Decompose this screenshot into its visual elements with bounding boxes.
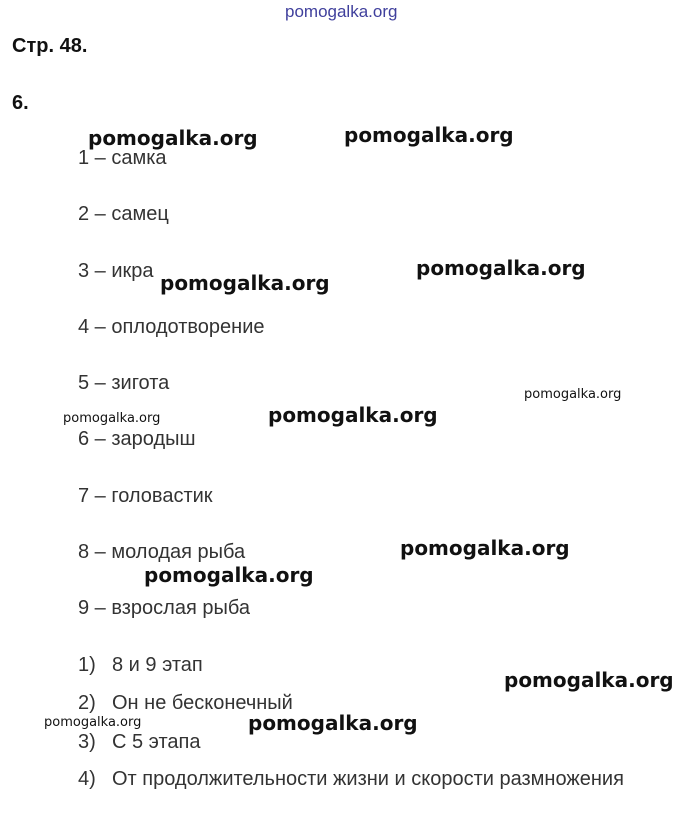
watermark: pomogalka.org — [248, 711, 418, 735]
stage-item-6: 6 – зародыш — [78, 428, 196, 450]
stage-item-3: 3 – икра — [78, 260, 154, 282]
stage-item-4: 4 – оплодотворение — [78, 316, 265, 338]
page-title: Стр. 48. — [12, 35, 88, 57]
watermark: pomogalka.org — [63, 411, 161, 426]
task-number: 6. — [12, 92, 29, 114]
answer-number: 1) — [78, 654, 96, 676]
watermark: pomogalka.org — [160, 271, 330, 295]
answer-item-4 — [78, 768, 624, 791]
watermark: pomogalka.org — [400, 536, 570, 560]
answer-text: Он не бесконечный — [112, 692, 293, 714]
stage-item-5: 5 – зигота — [78, 372, 170, 394]
watermark: pomogalka.org — [416, 256, 586, 280]
answer-text: От продолжительности жизни и скорости размножения — [112, 768, 624, 790]
watermark: pomogalka.org — [44, 715, 142, 730]
stage-item-2: 2 – самец — [78, 203, 169, 225]
answer-number: 2) — [78, 692, 96, 714]
watermark: pomogalka.org — [144, 563, 314, 587]
stage-item-7: 7 – головастик — [78, 485, 213, 507]
watermark: pomogalka.org — [344, 123, 514, 147]
answer-text: С 5 этапа — [112, 731, 201, 753]
watermark: pomogalka.org — [504, 668, 674, 692]
watermark: pomogalka.org — [88, 126, 258, 150]
stage-item-1: 1 – самка — [78, 147, 167, 169]
answer-number: 3) — [78, 731, 96, 753]
answer-text: 8 и 9 этап — [112, 654, 203, 676]
answer-number: 4) — [78, 768, 96, 790]
watermark: pomogalka.org — [524, 387, 622, 402]
watermark: pomogalka.org — [268, 403, 438, 427]
top-watermark: pomogalka.org — [285, 2, 398, 21]
stage-item-8: 8 – молодая рыба — [78, 541, 246, 563]
stage-item-9: 9 – взрослая рыба — [78, 597, 250, 619]
answer-item-3 — [78, 731, 200, 754]
answer-item-1 — [78, 654, 203, 677]
